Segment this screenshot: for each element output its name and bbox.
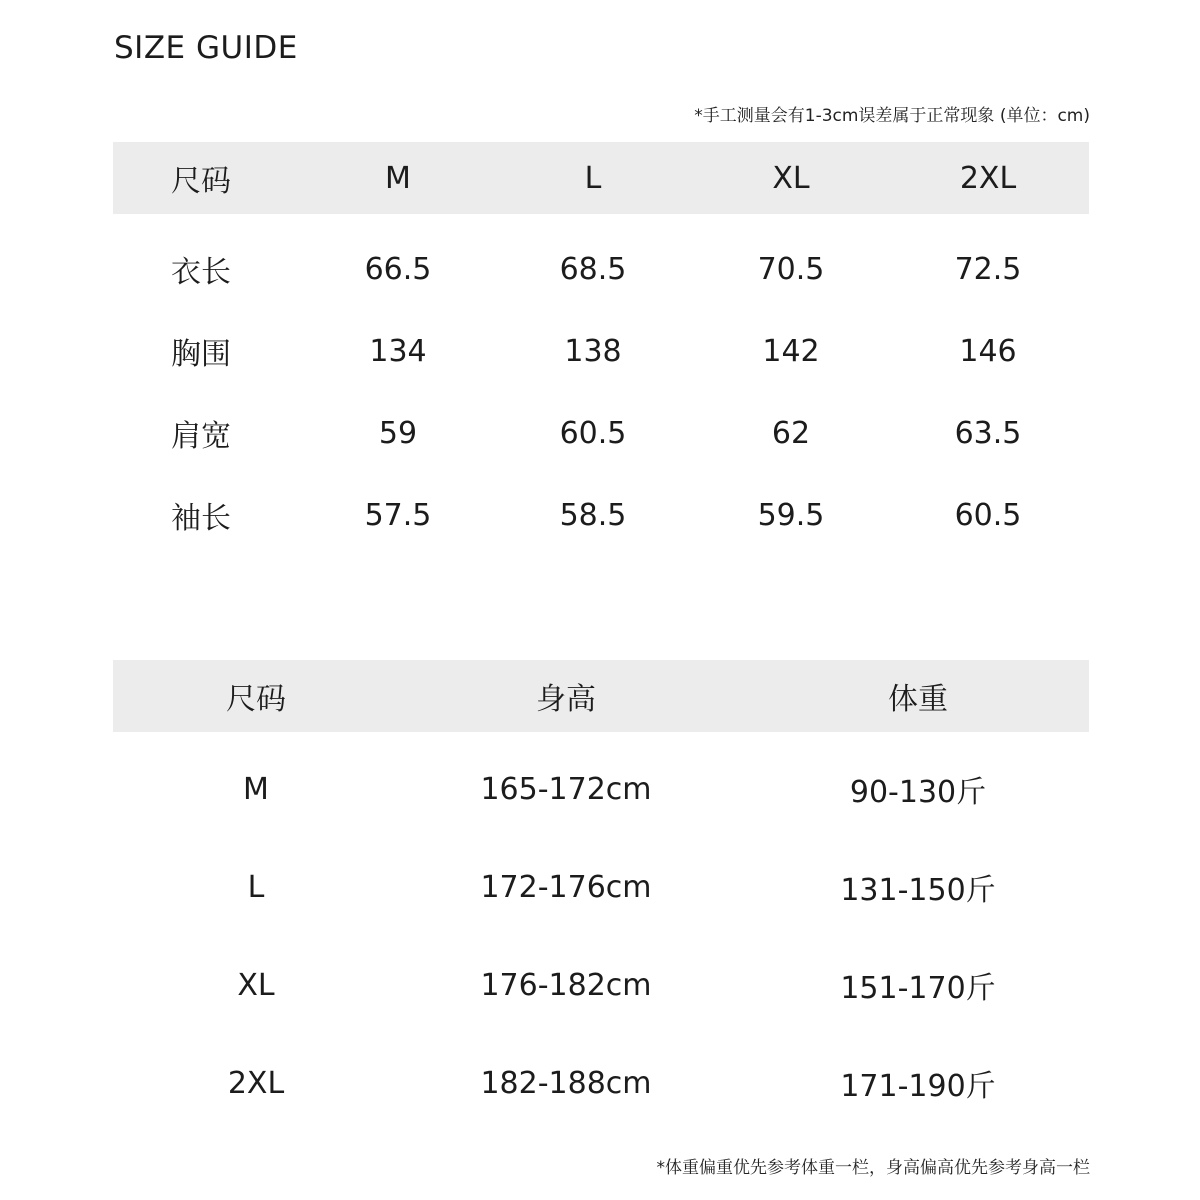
page-title: SIZE GUIDE: [114, 30, 298, 66]
row-label: 肩宽: [171, 419, 231, 454]
table-cell: 165-172cm: [480, 771, 652, 807]
fit-note: *体重偏重优先参考体重一栏，身高偏高优先参考身高一栏: [656, 1158, 1090, 1178]
table-row: [113, 1034, 1089, 1132]
table-cell: 176-182cm: [480, 967, 652, 1003]
table-cell: 66.5: [364, 251, 432, 287]
measurement-note: *手工测量会有1-3cm误差属于正常现象 (单位：cm): [694, 106, 1090, 126]
fit-table-header: [113, 660, 1089, 732]
header-cell-size: 尺码: [171, 164, 231, 199]
table-row: [113, 936, 1089, 1034]
header-cell-xl: XL: [772, 160, 810, 196]
measurement-table-header: [113, 142, 1089, 214]
table-cell: 142: [762, 333, 820, 369]
table-cell: 90-130斤: [849, 775, 987, 810]
table-cell: 62: [771, 415, 811, 451]
table-cell: 182-188cm: [480, 1065, 652, 1101]
table-cell: 58.5: [559, 497, 627, 533]
table-cell: 59.5: [757, 497, 825, 533]
row-label: 2XL: [227, 1065, 285, 1101]
table-cell: 146: [959, 333, 1017, 369]
table-row: [113, 392, 1089, 474]
table-cell: 72.5: [954, 251, 1022, 287]
row-label: 胸围: [171, 337, 231, 372]
table-cell: 70.5: [757, 251, 825, 287]
table-cell: 68.5: [559, 251, 627, 287]
row-label: M: [243, 771, 269, 807]
fit-table: [113, 660, 1089, 1132]
table-cell: 131-150斤: [840, 873, 996, 908]
table-cell: 60.5: [954, 497, 1022, 533]
header-cell-size: 尺码: [226, 682, 286, 717]
header-cell-m: M: [385, 160, 411, 196]
table-cell: 172-176cm: [480, 869, 652, 905]
row-label: 衣长: [171, 255, 231, 290]
table-row: [113, 838, 1089, 936]
table-cell: 171-190斤: [840, 1069, 996, 1104]
table-cell: 60.5: [559, 415, 627, 451]
table-cell: 134: [369, 333, 427, 369]
table-row: [113, 740, 1089, 838]
row-label: XL: [237, 967, 275, 1003]
table-cell: 59: [378, 415, 418, 451]
row-label: L: [247, 869, 265, 905]
table-row: [113, 228, 1089, 310]
table-cell: 138: [564, 333, 622, 369]
table-cell: 63.5: [954, 415, 1022, 451]
measurement-table: [113, 142, 1089, 556]
table-row: [113, 474, 1089, 556]
header-cell-l: L: [584, 160, 602, 196]
header-cell-2xl: 2XL: [959, 160, 1017, 196]
header-cell-weight: 体重: [888, 682, 948, 717]
table-cell: 57.5: [364, 497, 432, 533]
table-row: [113, 310, 1089, 392]
table-cell: 151-170斤: [840, 971, 996, 1006]
header-cell-height: 身高: [536, 682, 596, 717]
row-label: 袖长: [171, 501, 231, 536]
